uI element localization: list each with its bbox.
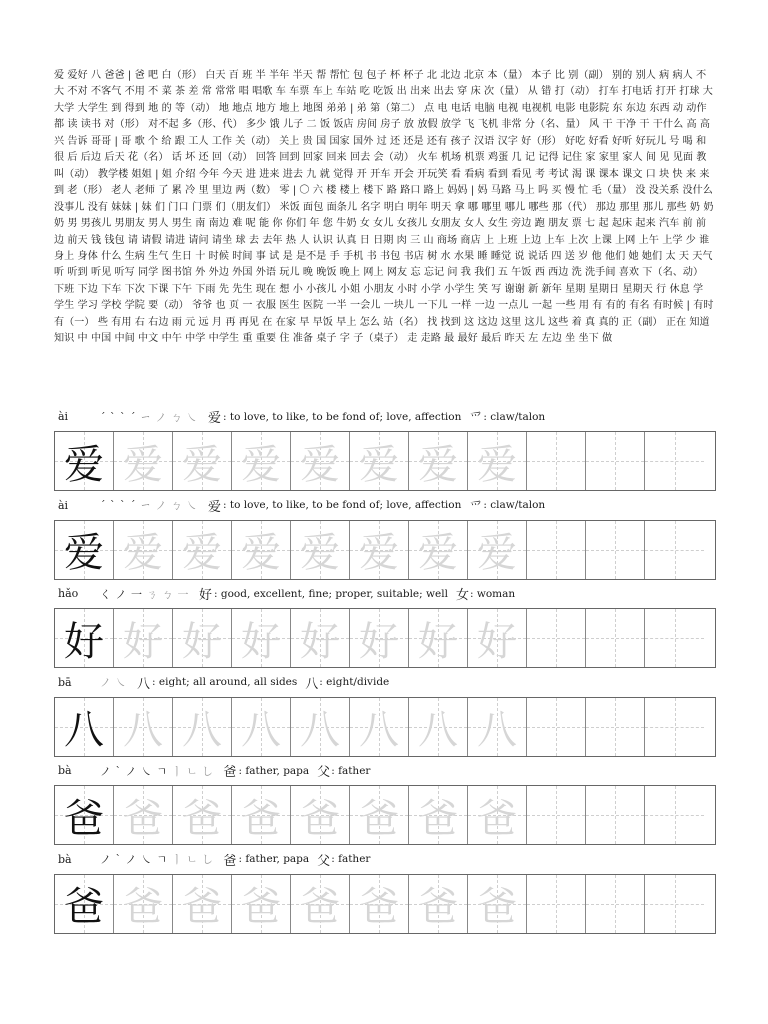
practice-cell[interactable]: [350, 875, 409, 933]
practice-cell[interactable]: [468, 698, 527, 756]
radical-component: 爫: [469, 411, 483, 426]
stroke-glyph: ˊ: [130, 410, 136, 424]
trace-character: 爸: [418, 884, 458, 930]
stroke-glyph: ˋ: [115, 764, 122, 778]
trace-character: 爱: [359, 441, 399, 488]
stroke-glyph: ˋ: [120, 499, 126, 512]
practice-cell[interactable]: [527, 786, 586, 844]
stroke-glyph: ㅣ: [171, 853, 183, 866]
stroke-glyph: ㇏: [186, 410, 198, 424]
pinyin: bà: [58, 764, 72, 777]
practice-cell[interactable]: [232, 786, 291, 844]
radical-meaning: : father: [331, 764, 371, 777]
model-character: 八: [64, 707, 104, 753]
stroke-glyph: ㄱ: [156, 853, 168, 866]
practice-cell[interactable]: [173, 432, 232, 490]
practice-grid: [54, 697, 716, 757]
practice-cell[interactable]: [586, 609, 645, 667]
stroke-glyph: ㄴ: [186, 853, 198, 866]
character-meaning: : father, papa: [238, 764, 310, 777]
practice-cell[interactable]: [232, 698, 291, 756]
character-info-line: [54, 756, 716, 785]
practice-cell[interactable]: [114, 786, 173, 844]
practice-cell[interactable]: [527, 432, 586, 490]
stroke-glyph: ㄅ: [171, 499, 183, 512]
character: 爱: [208, 499, 222, 515]
radical-component: 爫: [469, 499, 483, 515]
radical-component: 父: [317, 853, 331, 869]
stroke-glyph: し: [201, 764, 214, 778]
stroke-glyph: ˊ: [100, 410, 106, 424]
practice-cell[interactable]: [645, 432, 704, 490]
practice-section: [54, 579, 716, 668]
trace-character: 爱: [418, 441, 458, 488]
stroke-glyph: ㇏: [115, 676, 127, 689]
practice-cell[interactable]: [645, 875, 704, 933]
stroke-glyph: ノ: [100, 676, 112, 689]
character: 爸: [223, 853, 237, 869]
practice-grid: [54, 785, 716, 845]
trace-character: 好: [300, 618, 340, 665]
trace-character: 爱: [300, 530, 340, 576]
practice-cell[interactable]: [586, 786, 645, 844]
trace-character: 爸: [477, 795, 517, 842]
stroke-order: [100, 497, 202, 513]
character-info-line: [54, 668, 716, 697]
stroke-order: [100, 851, 217, 867]
pinyin: ài: [58, 410, 69, 423]
practice-cell[interactable]: [173, 609, 232, 667]
stroke-glyph: ㄅ: [162, 587, 174, 601]
practice-section: [54, 491, 716, 580]
stroke-glyph: ノ: [125, 764, 137, 778]
trace-character: 八: [182, 707, 222, 753]
trace-character: 好: [241, 618, 281, 665]
trace-character: 爸: [300, 795, 340, 842]
character-info-line: [54, 845, 716, 874]
practice-cell[interactable]: [350, 432, 409, 490]
model-character: 爱: [64, 441, 104, 488]
practice-cell[interactable]: [291, 698, 350, 756]
stroke-glyph: ㇏: [141, 853, 153, 866]
practice-cell[interactable]: [114, 609, 173, 667]
practice-cell[interactable]: [173, 698, 232, 756]
practice-section: [54, 402, 716, 491]
practice-cell[interactable]: [291, 521, 350, 579]
stroke-glyph: ㄧ: [140, 410, 152, 424]
stroke-glyph: ˋ: [115, 853, 122, 866]
stroke-glyph: ㇏: [186, 499, 198, 512]
practice-grid: [54, 431, 716, 491]
character: 好: [199, 588, 213, 603]
stroke-glyph: く: [100, 587, 112, 601]
practice-sections: [54, 402, 716, 933]
practice-cell[interactable]: [586, 432, 645, 490]
stroke-order: [100, 674, 131, 690]
practice-section: [54, 756, 716, 845]
trace-character: 爱: [241, 530, 281, 576]
practice-cell[interactable]: [114, 521, 173, 579]
stroke-glyph: ノ: [125, 853, 137, 866]
practice-cell[interactable]: [350, 698, 409, 756]
practice-cell[interactable]: [468, 875, 527, 933]
practice-cell[interactable]: [409, 432, 468, 490]
practice-cell[interactable]: [586, 875, 645, 933]
character: 爸: [223, 765, 237, 780]
character-info-line: [54, 579, 716, 608]
stroke-glyph: ノ: [155, 410, 167, 424]
practice-cell[interactable]: [232, 609, 291, 667]
trace-character: 八: [418, 707, 458, 753]
radical-meaning: : claw/talon: [483, 499, 546, 511]
trace-character: 爱: [123, 530, 163, 576]
practice-cell[interactable]: [350, 521, 409, 579]
practice-section: [54, 668, 716, 757]
practice-cell[interactable]: [645, 786, 704, 844]
trace-character: 八: [359, 707, 399, 753]
trace-character: 爱: [477, 441, 517, 488]
practice-grid: [54, 874, 716, 934]
pinyin: ài: [58, 498, 69, 512]
practice-cell[interactable]: [55, 521, 114, 579]
practice-cell[interactable]: [114, 698, 173, 756]
radical-meaning: : woman: [469, 587, 516, 600]
practice-cell[interactable]: [173, 786, 232, 844]
practice-cell[interactable]: [468, 609, 527, 667]
practice-cell[interactable]: [409, 609, 468, 667]
character-info-line: [54, 491, 716, 520]
practice-cell[interactable]: [55, 432, 114, 490]
character-meaning: : father, papa: [238, 853, 310, 865]
practice-cell[interactable]: [232, 521, 291, 579]
trace-character: 爸: [359, 795, 399, 842]
practice-cell[interactable]: [586, 521, 645, 579]
trace-character: 爸: [359, 884, 399, 930]
stroke-order: [100, 763, 217, 779]
trace-character: 好: [359, 618, 399, 665]
radical-component: 父: [317, 765, 331, 780]
practice-grid: [54, 608, 716, 668]
stroke-glyph: ㅣ: [171, 764, 183, 778]
practice-cell[interactable]: [173, 875, 232, 933]
character: 八: [137, 676, 151, 692]
trace-character: 爸: [241, 884, 281, 930]
trace-character: 爸: [477, 884, 517, 930]
stroke-glyph: ˊ: [100, 499, 106, 512]
character-meaning: : to love, to like, to be fond of; love, affection: [223, 410, 462, 423]
stroke-glyph: ˋ: [110, 410, 116, 424]
trace-character: 好: [418, 618, 458, 665]
practice-cell[interactable]: [645, 609, 704, 667]
trace-character: 爸: [300, 884, 340, 930]
pinyin: bā: [58, 675, 72, 689]
practice-cell[interactable]: [527, 521, 586, 579]
radical-component: 女: [455, 588, 469, 603]
character-meaning: : eight; all around, all sides: [152, 676, 298, 688]
stroke-glyph: ノ: [100, 764, 112, 778]
stroke-glyph: ˋ: [110, 499, 116, 512]
radical-meaning: : eight/divide: [319, 676, 390, 688]
trace-character: 八: [300, 707, 340, 753]
practice-cell[interactable]: [114, 875, 173, 933]
practice-cell[interactable]: [232, 432, 291, 490]
practice-cell[interactable]: [173, 521, 232, 579]
stroke-glyph: し: [201, 853, 214, 866]
trace-character: 爸: [182, 884, 222, 930]
practice-cell[interactable]: [645, 698, 704, 756]
trace-character: 爸: [182, 795, 222, 842]
practice-cell[interactable]: [586, 698, 645, 756]
stroke-order: [100, 586, 193, 602]
practice-cell[interactable]: [468, 521, 527, 579]
stroke-glyph: 一: [177, 587, 189, 601]
trace-character: 爱: [241, 441, 281, 488]
trace-character: 爱: [477, 530, 517, 576]
practice-cell[interactable]: [527, 609, 586, 667]
practice-grid: [54, 520, 716, 580]
stroke-glyph: ノ: [115, 587, 127, 601]
practice-cell[interactable]: [291, 875, 350, 933]
model-character: 爸: [64, 795, 104, 842]
practice-cell[interactable]: [55, 609, 114, 667]
trace-character: 爱: [182, 441, 222, 488]
practice-cell[interactable]: [55, 875, 114, 933]
stroke-order: [100, 409, 202, 425]
practice-cell[interactable]: [114, 432, 173, 490]
practice-cell[interactable]: [291, 609, 350, 667]
trace-character: 爱: [300, 441, 340, 488]
practice-cell[interactable]: [409, 786, 468, 844]
trace-character: 爸: [123, 795, 163, 842]
stroke-glyph: 一: [131, 587, 143, 601]
trace-character: 爸: [418, 795, 458, 842]
practice-cell[interactable]: [468, 432, 527, 490]
trace-character: 八: [477, 707, 517, 753]
stroke-glyph: ㄧ: [140, 499, 152, 512]
practice-cell[interactable]: [291, 432, 350, 490]
trace-character: 好: [182, 618, 222, 665]
practice-section: [54, 845, 716, 934]
practice-cell[interactable]: [409, 521, 468, 579]
practice-cell[interactable]: [409, 698, 468, 756]
character-info-line: [54, 402, 716, 431]
model-character: 好: [64, 618, 104, 665]
trace-character: 爱: [123, 441, 163, 488]
trace-character: 好: [123, 618, 163, 665]
trace-character: 八: [241, 707, 281, 753]
pinyin: hǎo: [58, 587, 79, 600]
practice-cell[interactable]: [527, 698, 586, 756]
radical-meaning: : father: [331, 853, 371, 865]
stroke-glyph: ノ: [155, 499, 167, 512]
vocabulary-list: 爱 爱好 八 爸爸 | 爸 吧 白（形） 白天 百 班 半 半年 半天 帮 帮忙 包 包子 杯 杯子 北 北边 北京 本（量） 本子 比 别（副） 别的 别人 病 病人 不大 不对 不客气 不用 不 菜 茶 差 常 常常 唱 唱歌 车 车票 车上 车站 吃 吃饭 出 出来 出去 穿 床 次（量） 从 错 打（动） 打车 打电话 打开 打球 大 大学 大学生 到 得到 地 的 等（动） 地 地点 地方 地上 地图 弟弟 | 弟 第（第二） 点 电 电话 电脑 电视 电视机 电影 电影院 东 东边 东西 动 动作 都 读 读书 对（形） 对不起 多（形、代） 多少 饿 儿子 二 饭 饭店 房间 房子 放 放假 放学 飞 飞机 非常 分（名、量） 风 干 干净 干 干什么 高 高兴 告诉 哥哥 | 哥 歌 个 给 跟 工人 工作 关（动） 关上 贵 国 国家 国外 过 还 还是 还有 孩子 汉语 汉字 好（形） 好吃 好看 好听 好玩儿 号 喝 和 很 后 后边 后天 花（名） 话 坏 还 回（动） 回答 回到 回家 回来 回去 会（动） 火车 机场 机票 鸡蛋 几 记 记得 记住 家 家里 家人 间 见 见面 教 叫（动） 教学楼 姐姐 | 姐 介绍 今年 今天 进 进来 进去 九 就 觉得 开 开车 开会 开玩笑 看 看病 看到 看见 考 考试 渴 课 课本 课文 口 块 快 来 来到 老（形） 老人 老师 了 累 冷 里 里边 两（数） 零 | 〇 六 楼 楼上 楼下 路 路口 路上 妈妈 | 妈 马路 马上 吗 买 慢 忙 毛（量） 没 没关系 没什么 没事儿 没有 妹妹 | 妹 们 门口 门票 们（朋友们） 米饭 面包 面条儿 名字 明白 明年 明天 拿 哪 哪里 哪儿 哪些 那（代） 那边 那里 那儿 那些 奶 奶奶 男 男孩儿 男朋友 男人 男生 南 南边 难 呢 能 你 你们 年 您 牛奶 女 女儿 女孩儿 女朋友 女人 女生 旁边 跑 朋友 票 七 起 起床 起来 汽车 前 前边 前天 钱 钱包 请 请假 请进 请问 请坐 球 去 去年 热 人 认识 认真 日 日期 肉 三 山 商场 商店 上 上班 上边 上车 上次 上课 上网 上午 上学 少 谁 身上 身体 什么 生病 生气 生日 十 时候 时间 事 试 是 是不是 手 手机 书 书包 书店 树 水 水果 睡 睡觉 说 说话 四 送 岁 他 他们 她 她们 太 天 天气 听 听到 听见 听写 同学 图书馆 外 外边 外国 外语 玩儿 晚 晚饭 晚上 网上 网友 忘 忘记 问 我 我们 五 午饭 西 西边 洗 洗手间 喜欢 下（名、动） 下班 下边 下车 下次 下课 下午 下雨 先 先生 现在 想 小 小孩儿 小姐 小朋友 小时 小学 小学生 笑 写 谢谢 新 新年 星期 星期日 星期天 行 休息 学 学生 学习 学校 学院 要（动） 爷爷 也 页 一 衣服 医生 医院 一半 一会儿 一块儿 一下儿 一样 一边 一点儿 一起 一些 用 有 有的 有名 有时候 | 有时 有（一） 些 有用 右 右边 雨 元 远 月 再 再见 在 在家 早 早饭 早上 怎么 站（名） 找 找到 这 这边 这里 这儿 这些 着 真 真的 正（副） 正在 知道 知识 中 中国 中间 中文 中午 中学 中学生 重 重要 住 准备 桌子 字 子（桌子） 走 走路 最 最好 最后 昨天 左 左边 坐 坐下 做: [54, 70, 714, 345]
practice-cell[interactable]: [55, 786, 114, 844]
practice-cell[interactable]: [409, 875, 468, 933]
practice-cell[interactable]: [232, 875, 291, 933]
stroke-glyph: ㄱ: [156, 764, 168, 778]
trace-character: 爸: [241, 795, 281, 842]
stroke-glyph: ˊ: [130, 499, 136, 512]
trace-character: 爱: [418, 530, 458, 576]
stroke-glyph: ㄅ: [171, 410, 183, 424]
pinyin: bà: [58, 852, 72, 866]
trace-character: 爱: [359, 530, 399, 576]
radical-meaning: : claw/talon: [483, 410, 546, 423]
trace-character: 爱: [182, 530, 222, 576]
practice-cell[interactable]: [645, 521, 704, 579]
practice-cell[interactable]: [527, 875, 586, 933]
model-character: 爸: [64, 884, 104, 930]
practice-cell[interactable]: [291, 786, 350, 844]
stroke-glyph: ㄋ: [146, 587, 158, 601]
model-character: 爱: [64, 530, 104, 576]
practice-cell[interactable]: [55, 698, 114, 756]
stroke-glyph: ˋ: [120, 410, 126, 424]
trace-character: 好: [477, 618, 517, 665]
character-meaning: : to love, to like, to be fond of; love, affection: [223, 499, 462, 511]
practice-cell[interactable]: [350, 786, 409, 844]
practice-cell[interactable]: [468, 786, 527, 844]
character-meaning: : good, excellent, fine; proper, suitable; well: [214, 587, 448, 600]
radical-component: 八: [305, 676, 319, 692]
stroke-glyph: ㄴ: [186, 764, 198, 778]
stroke-glyph: ノ: [100, 853, 112, 866]
character: 爱: [208, 411, 222, 426]
stroke-glyph: ㇏: [141, 764, 153, 778]
trace-character: 八: [123, 707, 163, 753]
trace-character: 爸: [123, 884, 163, 930]
practice-cell[interactable]: [350, 609, 409, 667]
